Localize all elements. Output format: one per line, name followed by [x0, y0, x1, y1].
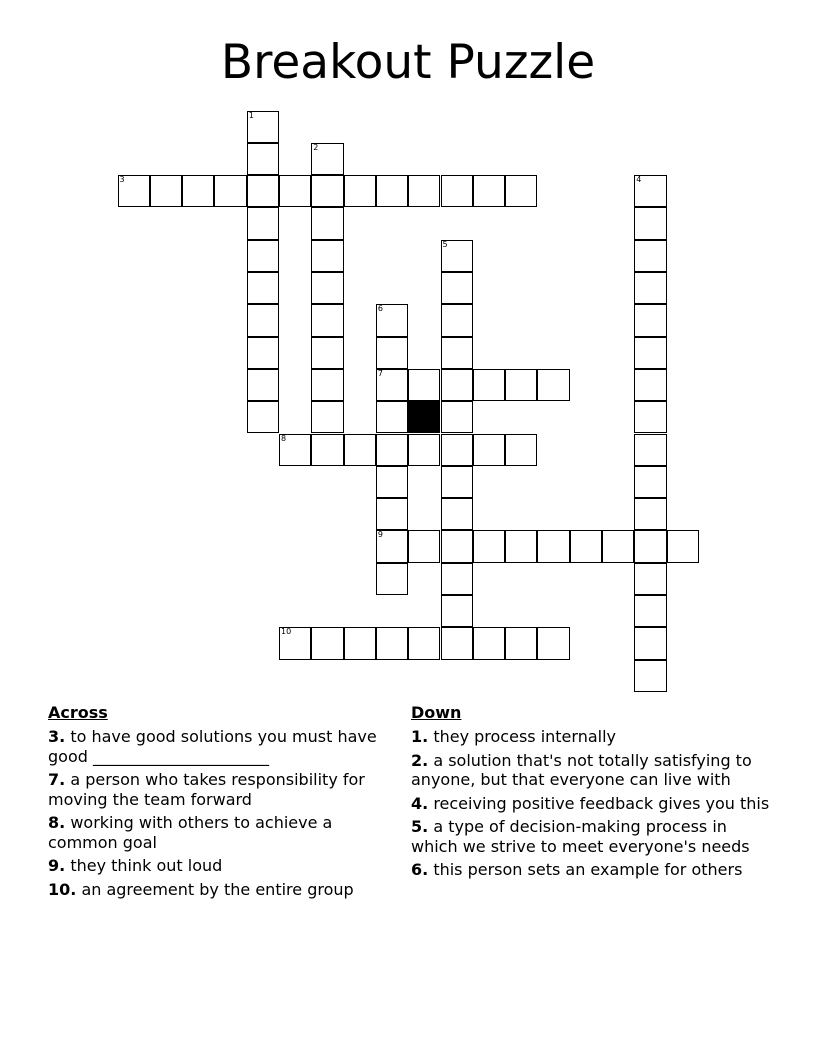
grid-cell[interactable]	[441, 369, 473, 401]
grid-cell[interactable]	[473, 627, 505, 659]
grid-cell[interactable]	[376, 337, 408, 369]
grid-cell[interactable]	[634, 595, 666, 627]
clue-down-2: 2. a solution that's not totally satisfying to anyone, but that everyone can live with	[411, 750, 752, 789]
grid-cell[interactable]	[634, 466, 666, 498]
cell-number: 4	[636, 175, 642, 185]
clue-across-7: 7. a person who takes responsibility for moving the team forward	[48, 770, 365, 809]
grid-cell[interactable]	[311, 143, 343, 175]
grid-cell[interactable]	[247, 369, 279, 401]
grid-cell[interactable]	[376, 498, 408, 530]
page-title: Breakout Puzzle	[220, 35, 596, 90]
grid-cell[interactable]	[505, 530, 537, 562]
grid-cell[interactable]	[505, 627, 537, 659]
grid-cell[interactable]	[505, 369, 537, 401]
clue-across-8: 8. working with others to achieve a common goal	[48, 813, 333, 852]
grid-cell[interactable]	[247, 175, 279, 207]
grid-cell[interactable]	[279, 434, 311, 466]
grid-cell[interactable]	[441, 563, 473, 595]
clue-down-4: 4. receiving positive feedback gives you this	[411, 793, 770, 813]
grid-cell[interactable]	[441, 272, 473, 304]
grid-cell[interactable]	[311, 207, 343, 239]
grid-cell[interactable]	[247, 207, 279, 239]
grid-cell[interactable]	[247, 272, 279, 304]
grid-cell[interactable]	[311, 240, 343, 272]
grid-cell[interactable]	[441, 498, 473, 530]
clue-down-1: 1. they process internally	[411, 727, 616, 746]
grid-cell[interactable]	[441, 175, 473, 207]
grid-cell[interactable]	[376, 563, 408, 595]
grid-cell[interactable]	[344, 434, 376, 466]
grid-cell[interactable]	[473, 175, 505, 207]
grid-cell[interactable]	[634, 240, 666, 272]
grid-cell[interactable]	[408, 369, 440, 401]
grid-cell[interactable]	[408, 175, 440, 207]
grid-cell[interactable]	[602, 530, 634, 562]
cell-number: 6	[377, 304, 383, 314]
grid-cell[interactable]	[634, 563, 666, 595]
down-heading: Down	[411, 703, 462, 722]
grid-cell[interactable]	[376, 530, 408, 562]
grid-cell[interactable]	[537, 627, 569, 659]
grid-cell[interactable]	[441, 304, 473, 336]
clue-across-3: 3. to have good solutions you must have good ______________________	[48, 727, 377, 766]
grid-cell[interactable]	[408, 434, 440, 466]
grid-cell[interactable]	[150, 175, 182, 207]
grid-cell[interactable]	[247, 111, 279, 143]
grid-cell[interactable]	[376, 627, 408, 659]
cell-number: 10	[281, 627, 292, 637]
grid-cell[interactable]	[214, 175, 246, 207]
grid-cell[interactable]	[344, 627, 376, 659]
grid-cell[interactable]	[408, 530, 440, 562]
grid-cell[interactable]	[441, 434, 473, 466]
grid-cell[interactable]	[634, 337, 666, 369]
cell-number: 3	[119, 175, 125, 185]
grid-cell[interactable]	[311, 627, 343, 659]
grid-cell[interactable]	[376, 304, 408, 336]
grid-cell[interactable]	[279, 175, 311, 207]
down-clues	[411, 703, 771, 884]
grid-cell[interactable]	[311, 337, 343, 369]
grid-cell[interactable]	[311, 434, 343, 466]
grid-cell[interactable]	[634, 369, 666, 401]
grid-cell[interactable]	[376, 401, 408, 433]
cell-number: 1	[248, 110, 254, 120]
clue-across-10: 10. an agreement by the entire group	[48, 879, 354, 899]
grid-cell[interactable]	[634, 530, 666, 562]
grid-cell[interactable]	[473, 434, 505, 466]
grid-cell[interactable]	[473, 530, 505, 562]
clue-down-5: 5. a type of decision-making process in which we strive to meet everyone's needs	[411, 817, 750, 856]
grid-cell[interactable]	[118, 175, 150, 207]
grid-cell[interactable]	[634, 207, 666, 239]
grid-cell[interactable]	[311, 272, 343, 304]
grid-cell[interactable]	[376, 434, 408, 466]
grid-cell[interactable]	[505, 175, 537, 207]
across-clues	[48, 703, 393, 903]
clue-across-9: 9. they think out loud	[48, 856, 223, 875]
across-heading: Across	[48, 703, 108, 722]
grid-cell[interactable]	[441, 240, 473, 272]
clue-down-6: 6. this person sets an example for others	[411, 860, 743, 879]
grid-cell[interactable]	[247, 401, 279, 433]
grid-cell[interactable]	[247, 304, 279, 336]
grid-cell[interactable]	[634, 627, 666, 659]
black-cell	[408, 401, 440, 433]
grid-cell[interactable]	[247, 240, 279, 272]
cell-number: 2	[313, 142, 319, 152]
grid-cell[interactable]	[344, 175, 376, 207]
grid-cell[interactable]	[634, 304, 666, 336]
grid-cell[interactable]	[634, 272, 666, 304]
grid-cell[interactable]	[537, 369, 569, 401]
cell-number: 7	[377, 368, 383, 378]
grid-cell[interactable]	[634, 401, 666, 433]
grid-cell[interactable]	[376, 175, 408, 207]
grid-cell[interactable]	[311, 401, 343, 433]
grid-cell[interactable]	[634, 434, 666, 466]
grid-cell[interactable]	[505, 434, 537, 466]
grid-cell[interactable]	[634, 498, 666, 530]
grid-cell[interactable]	[473, 369, 505, 401]
grid-cell[interactable]	[311, 175, 343, 207]
grid-cell[interactable]	[311, 304, 343, 336]
grid-cell[interactable]	[634, 660, 666, 692]
grid-cell[interactable]	[441, 337, 473, 369]
grid-cell[interactable]	[537, 530, 569, 562]
grid-cell[interactable]	[441, 401, 473, 433]
grid-cell[interactable]	[182, 175, 214, 207]
grid-cell[interactable]	[441, 530, 473, 562]
grid-cell[interactable]	[247, 337, 279, 369]
grid-cell[interactable]	[441, 595, 473, 627]
grid-cell[interactable]	[247, 143, 279, 175]
cell-number: 5	[442, 239, 448, 249]
grid-cell[interactable]	[311, 369, 343, 401]
grid-cell[interactable]	[376, 466, 408, 498]
cell-number: 8	[281, 433, 287, 443]
grid-cell[interactable]	[667, 530, 699, 562]
cell-number: 9	[377, 530, 383, 540]
grid-cell[interactable]	[376, 369, 408, 401]
grid-cell[interactable]	[441, 466, 473, 498]
grid-cell[interactable]	[570, 530, 602, 562]
grid-cell[interactable]	[441, 627, 473, 659]
grid-cell[interactable]	[634, 175, 666, 207]
grid-cell[interactable]	[279, 627, 311, 659]
grid-cell[interactable]	[408, 627, 440, 659]
